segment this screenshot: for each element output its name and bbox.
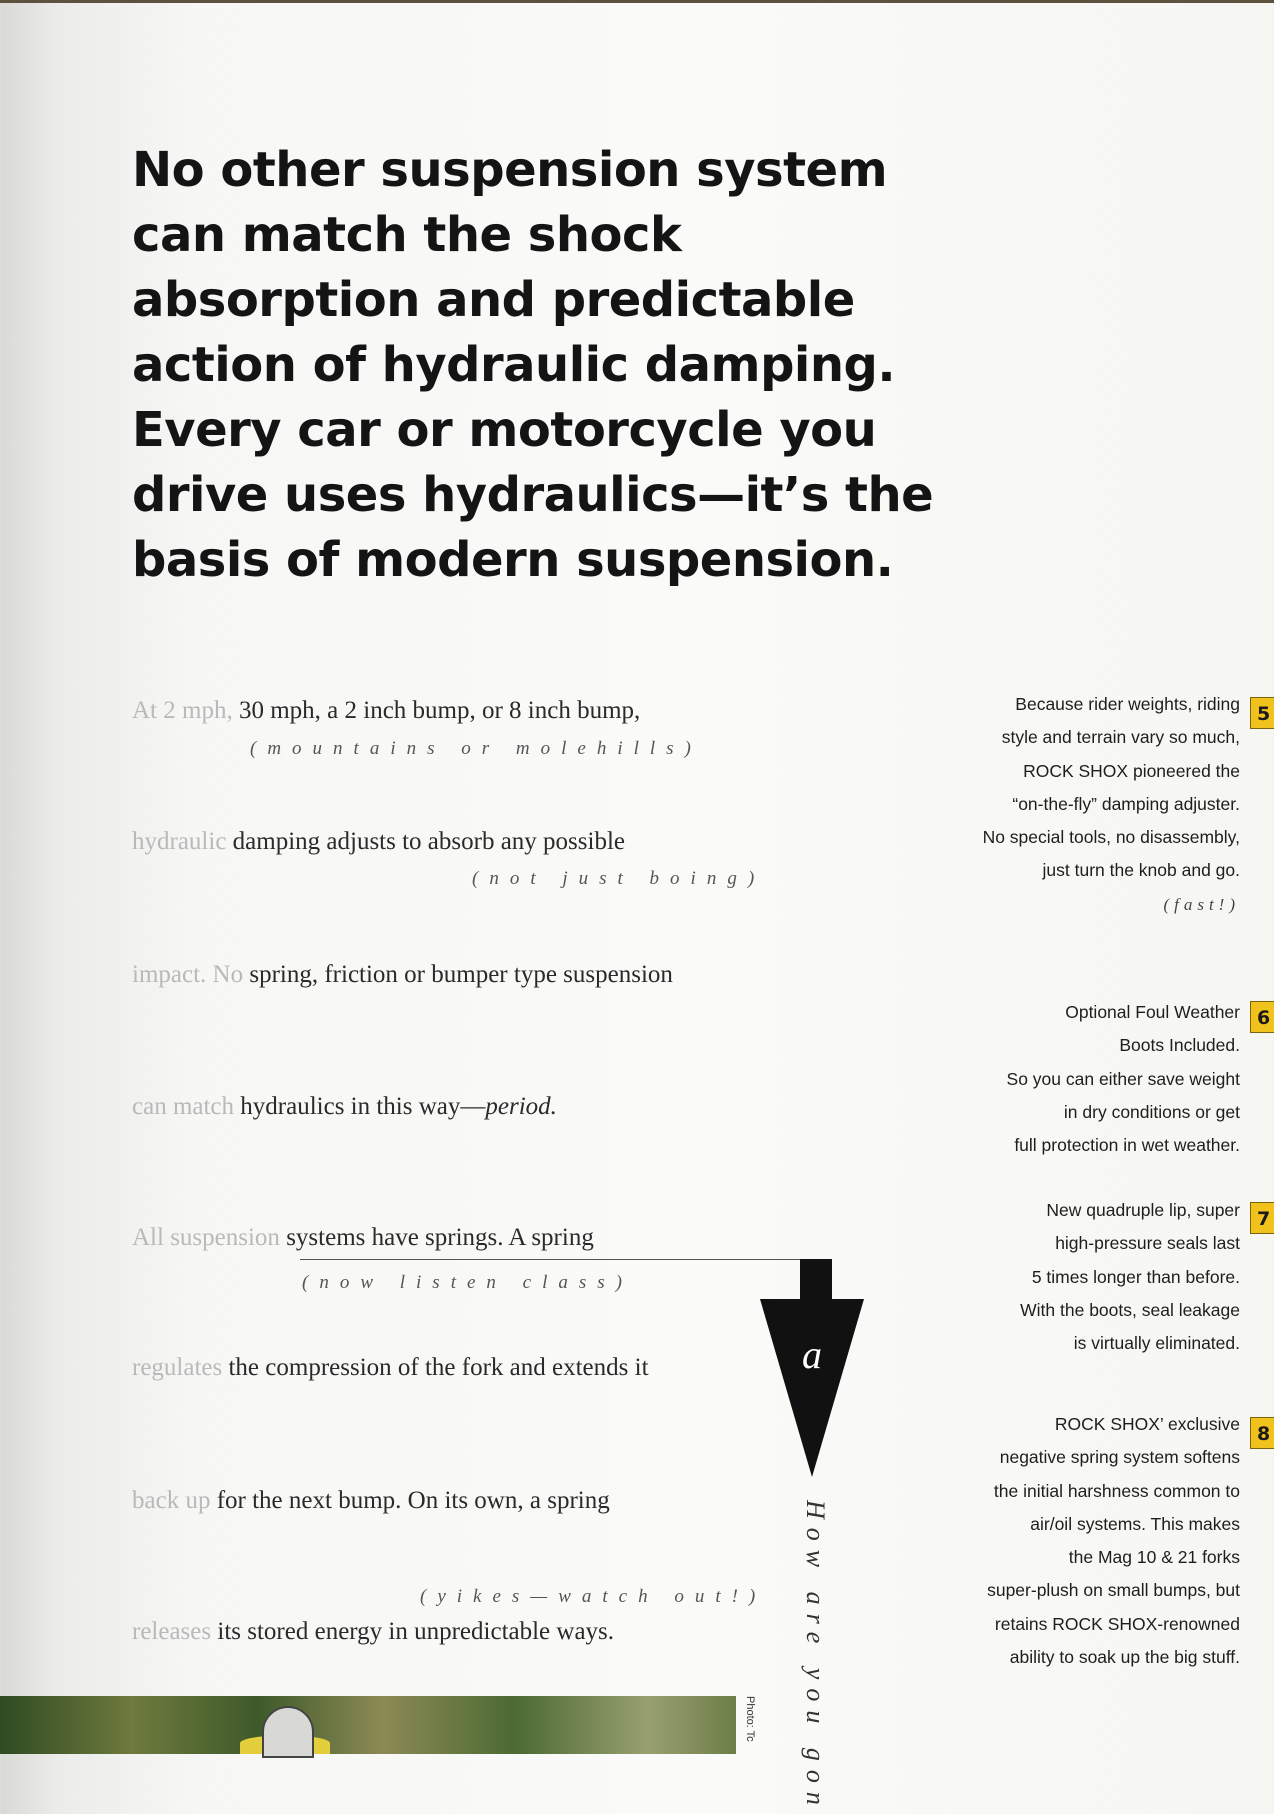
- cyclist-photo: [0, 1696, 736, 1754]
- faded-lead: can match: [132, 1093, 235, 1120]
- feature-line: Because rider weights, riding: [1015, 694, 1240, 714]
- feature-line: With the boots, seal leakage: [1020, 1299, 1240, 1320]
- feature-line: ROCK SHOX pioneered the: [1023, 760, 1240, 781]
- body-text: for the next bump. On its own, a spring: [210, 1487, 610, 1514]
- body-text: spring, friction or bumper type suspension: [243, 961, 673, 988]
- faded-lead: regulates: [132, 1354, 223, 1381]
- photo-credit: Photo: Tc: [744, 1696, 756, 1742]
- body-text: its stored energy in unpredictable ways.: [211, 1618, 615, 1645]
- down-arrow-graphic: [758, 1259, 866, 1479]
- feature-line: the initial harshness common to: [993, 1480, 1240, 1501]
- headline-line: drive uses hydraulics—it’s the: [132, 467, 934, 523]
- faded-lead: releases: [132, 1618, 212, 1645]
- feature-line: Boots Included.: [1119, 1035, 1240, 1056]
- body-line-8: [132, 1618, 614, 1646]
- aside-yikes: (yikes—watch out!): [420, 1586, 767, 1607]
- body-line-5: [132, 1224, 594, 1252]
- headline-line: Every car or motorcycle you: [132, 402, 877, 458]
- feature-7: [880, 1194, 1240, 1360]
- feature-line: in dry conditions or get: [1063, 1101, 1240, 1122]
- top-edge-line: [0, 0, 1274, 3]
- section-tab-5: 5: [1250, 697, 1274, 729]
- faded-lead: back up: [132, 1487, 211, 1514]
- feature-line: Optional Foul Weather: [1065, 1002, 1240, 1022]
- body-line-6: [132, 1354, 649, 1382]
- feature-line: air/oil systems. This makes: [1030, 1513, 1240, 1534]
- headline-line: absorption and predictable: [132, 272, 855, 328]
- body-text: 30 mph, a 2 inch bump, or 8 inch bump,: [232, 697, 641, 724]
- feature-line: So you can either save weight: [1006, 1068, 1240, 1089]
- faded-lead: At 2 mph,: [132, 697, 233, 724]
- faded-lead: impact. No: [132, 961, 244, 988]
- feature-line: super-plush on small bumps, but: [987, 1580, 1240, 1601]
- feature-line: “on-the-fly” damping adjuster.: [1012, 793, 1240, 814]
- body-text: damping adjusts to absorb any possible: [226, 828, 625, 855]
- headline: [132, 138, 1152, 593]
- divider-rule: [300, 1259, 832, 1260]
- feature-aside: (fast!): [1163, 894, 1240, 914]
- body-line-2: [132, 828, 625, 856]
- faded-lead: All suspension: [132, 1224, 280, 1251]
- feature-line: full protection in wet weather.: [1014, 1135, 1240, 1156]
- headline-line: action of hydraulic damping.: [132, 337, 896, 393]
- section-tab-7: 7: [1250, 1202, 1274, 1234]
- headline-line: can match the shock: [132, 207, 682, 263]
- feature-line: No special tools, no disassembly,: [982, 827, 1240, 848]
- headline-line: basis of modern suspension.: [132, 532, 894, 588]
- body-line-4: [132, 1093, 557, 1121]
- feature-line: style and terrain vary so much,: [1001, 727, 1240, 748]
- feature-line: ROCK SHOX’ exclusive: [1054, 1414, 1240, 1434]
- body-text: hydraulics in this way—: [234, 1093, 486, 1120]
- feature-line: just turn the knob and go.: [1042, 860, 1240, 881]
- feature-line: the Mag 10 & 21 forks: [1068, 1547, 1240, 1568]
- cyclist-helmet: [262, 1706, 314, 1758]
- feature-line: 5 times longer than before.: [1031, 1266, 1240, 1287]
- feature-8: [880, 1408, 1240, 1674]
- arrow-letter: a: [802, 1332, 822, 1377]
- vertical-tagline: How are you gon: [801, 1500, 830, 1814]
- feature-line: retains ROCK SHOX-renowned: [994, 1613, 1240, 1634]
- faded-lead: hydraulic: [132, 828, 227, 855]
- feature-line: high-pressure seals last: [1055, 1233, 1240, 1254]
- aside-mountains: (mountains or molehills): [250, 738, 702, 759]
- body-text: the compression of the fork and extends it: [222, 1354, 649, 1381]
- aside-listen-class: (now listen class): [302, 1272, 633, 1293]
- feature-line: ability to soak up the big stuff.: [1009, 1647, 1240, 1668]
- feature-5: [880, 688, 1240, 921]
- feature-line: New quadruple lip, super: [1046, 1200, 1240, 1220]
- feature-6: [880, 996, 1240, 1162]
- body-line-1: [132, 697, 640, 725]
- body-line-7: [132, 1487, 610, 1515]
- section-tab-8: 8: [1250, 1417, 1274, 1449]
- feature-line: negative spring system softens: [999, 1447, 1240, 1468]
- feature-line: is virtually eliminated.: [1073, 1333, 1240, 1354]
- body-text: systems have springs. A spring: [279, 1224, 594, 1251]
- body-line-3: [132, 961, 673, 989]
- aside-boing: (not just boing): [472, 868, 766, 889]
- headline-line: No other suspension system: [132, 142, 888, 198]
- body-italic: period.: [485, 1093, 557, 1120]
- section-tab-6: 6: [1250, 1001, 1274, 1033]
